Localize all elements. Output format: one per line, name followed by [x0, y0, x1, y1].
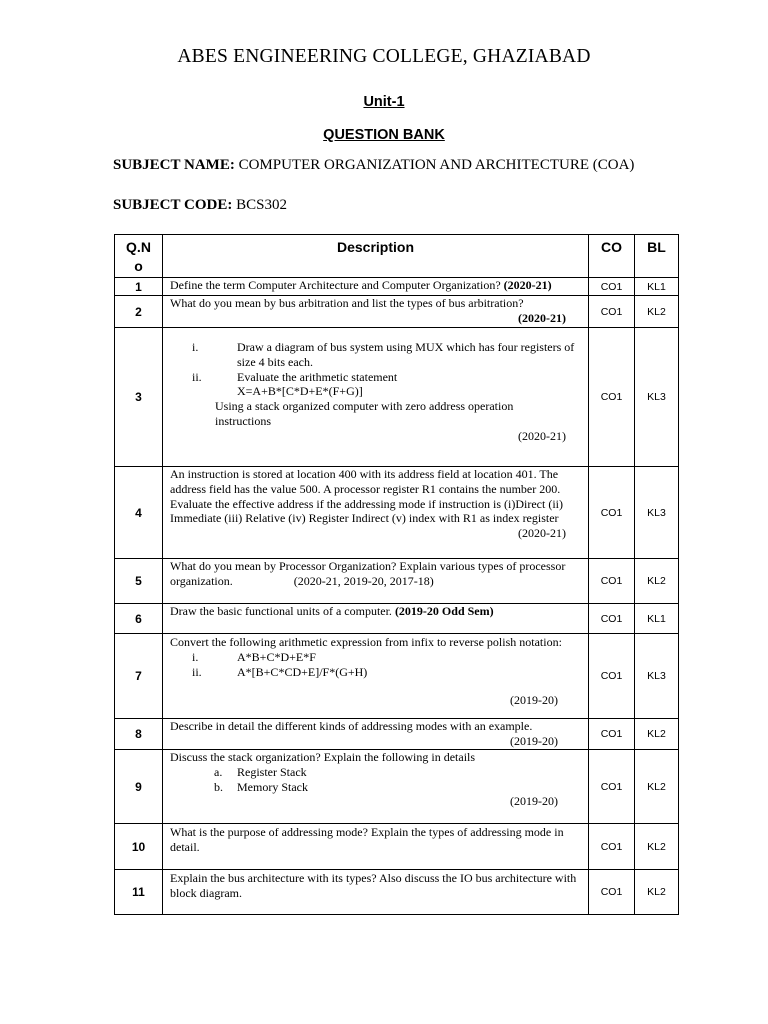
question-text: Explain the bus architecture with its types? Also discuss the IO bus architecture with block diagram.	[170, 871, 577, 900]
co-cell: CO1	[589, 559, 635, 604]
co-cell: CO1	[589, 328, 635, 467]
table-row	[115, 559, 679, 604]
table-row	[115, 278, 679, 296]
header-description: Description	[163, 235, 589, 278]
question-number: 3	[115, 328, 163, 467]
co-cell: CO1	[589, 750, 635, 824]
question-description	[163, 870, 589, 915]
bl-cell: KL2	[635, 750, 679, 824]
co-cell: CO1	[589, 296, 635, 328]
subject-name-line	[113, 157, 634, 174]
bl-cell: KL2	[635, 719, 679, 750]
list-item	[170, 650, 584, 665]
question-number: 5	[115, 559, 163, 604]
list-item-text: A*B+C*D+E*F	[237, 649, 316, 664]
college-name: ABES ENGINEERING COLLEGE, GHAZIABAD	[177, 46, 591, 67]
question-number: 8	[115, 719, 163, 750]
bl-cell: KL2	[635, 870, 679, 915]
question-description	[163, 559, 589, 604]
list-item-text: Draw a diagram of bus system using MUX which has four registers of size 4 bits each.	[237, 340, 575, 369]
question-year: (2019-20)	[510, 693, 558, 708]
subject-name-value: COMPUTER ORGANIZATION AND ARCHITECTURE (COA)	[238, 157, 635, 173]
question-text: Describe in detail the different kinds of addressing modes with an example.	[170, 719, 533, 733]
question-year: (2019-20 Odd Sem)	[394, 604, 494, 618]
question-table	[114, 234, 679, 915]
header-bl: BL	[635, 235, 679, 278]
question-description	[163, 467, 589, 559]
co-cell: CO1	[589, 870, 635, 915]
list-item	[170, 665, 584, 680]
table-row	[115, 634, 679, 719]
bl-cell: KL3	[635, 467, 679, 559]
list-item	[170, 340, 584, 370]
question-description	[163, 604, 589, 634]
subject-code-label: SUBJECT CODE:	[113, 197, 233, 213]
question-text: Draw the basic functional units of a computer.	[170, 604, 392, 618]
list-item-text: Evaluate the arithmetic statement	[237, 369, 398, 384]
question-text: What is the purpose of addressing mode? Explain the types of addressing mode in detail.	[170, 825, 564, 854]
table-header-row	[115, 235, 679, 278]
question-text: Convert the following arithmetic expression from infix to reverse polish notation:	[170, 635, 562, 649]
question-text: Discuss the stack organization? Explain the following in details	[170, 750, 476, 764]
list-marker: i.	[192, 649, 199, 664]
co-cell: CO1	[589, 278, 635, 296]
question-number: 6	[115, 604, 163, 634]
bl-cell: KL2	[635, 824, 679, 870]
question-text: What do you mean by Processor Organization? Explain various types of processor organization.	[170, 559, 566, 588]
question-number: 4	[115, 467, 163, 559]
list-marker: b.	[214, 779, 223, 794]
question-year: (2020-21, 2019-20, 2017-18)	[293, 573, 434, 588]
header-co: CO	[589, 235, 635, 278]
table-row	[115, 750, 679, 824]
list-item	[170, 370, 584, 385]
bl-cell: KL3	[635, 634, 679, 719]
table-row	[115, 824, 679, 870]
formula: X=A+B*[C*D+E*(F+G)]	[237, 384, 363, 399]
table-row	[115, 296, 679, 328]
question-description	[163, 296, 589, 328]
question-description	[163, 719, 589, 750]
list-item-text: Register Stack	[237, 764, 307, 779]
list-item	[170, 780, 584, 795]
header-qno: Q.N o	[115, 235, 163, 278]
bl-cell: KL2	[635, 559, 679, 604]
question-description	[163, 750, 589, 824]
question-description	[163, 328, 589, 467]
question-number: 9	[115, 750, 163, 824]
subject-code-value: BCS302	[236, 197, 287, 213]
co-cell: CO1	[589, 634, 635, 719]
question-text: An instruction is stored at location 400 with its address field at location 401. The address field has the value 500. A processor register R1 contains the number 200. Evaluate the effective address if the addressing mode if instruction is (i)Direct (ii) Immediate (iii) Relative (iv) Register Indirect (v) index with R1 as index register	[170, 467, 563, 526]
list-marker: i.	[192, 340, 199, 354]
question-year: (2019-20)	[510, 794, 558, 809]
subject-name-label: SUBJECT NAME:	[113, 157, 235, 173]
list-item-text: A*[B+C*CD+E]/F*(G+H)	[237, 664, 368, 679]
subject-code-line	[113, 197, 287, 214]
list-item-text: Memory Stack	[237, 779, 308, 794]
co-cell: CO1	[589, 824, 635, 870]
question-number: 10	[115, 824, 163, 870]
list-marker: a.	[214, 764, 223, 779]
bl-cell: KL1	[635, 604, 679, 634]
list-marker: ii.	[192, 664, 202, 679]
question-year: (2020-21)	[518, 310, 566, 325]
co-cell: CO1	[589, 719, 635, 750]
co-cell: CO1	[589, 604, 635, 634]
bl-cell: KL2	[635, 296, 679, 328]
question-year: (2020-21)	[518, 428, 566, 443]
question-text: Define the term Computer Architecture and Computer Organization?	[170, 278, 501, 292]
question-number: 2	[115, 296, 163, 328]
co-cell: CO1	[589, 467, 635, 559]
list-marker: ii.	[192, 369, 202, 384]
question-description	[163, 634, 589, 719]
question-description	[163, 278, 589, 296]
table-row	[115, 719, 679, 750]
question-year: (2019-20)	[510, 733, 558, 748]
unit-title: Unit-1	[363, 94, 405, 110]
question-text: Using a stack organized computer with zero address operation instructions	[215, 399, 514, 428]
question-year: (2020-21)	[518, 526, 566, 541]
question-number: 7	[115, 634, 163, 719]
table-row	[115, 467, 679, 559]
question-year: (2020-21)	[503, 278, 552, 292]
question-bank-title: QUESTION BANK	[323, 127, 445, 143]
question-number: 11	[115, 870, 163, 915]
bl-cell: KL3	[635, 328, 679, 467]
question-text: What do you mean by bus arbitration and list the types of bus arbitration?	[170, 296, 524, 310]
bl-cell: KL1	[635, 278, 679, 296]
list-item	[170, 765, 584, 780]
question-number: 1	[115, 278, 163, 296]
table-row	[115, 328, 679, 467]
table-row	[115, 870, 679, 915]
table-row	[115, 604, 679, 634]
question-description	[163, 824, 589, 870]
